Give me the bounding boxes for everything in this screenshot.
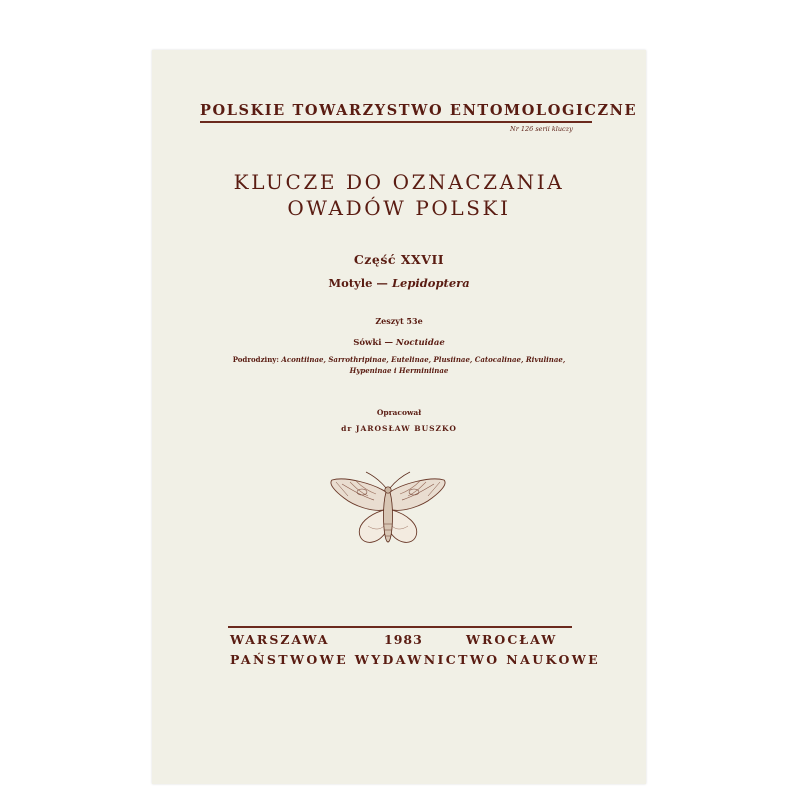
subfamilies-line-1: [152, 355, 646, 364]
book-cover: [152, 50, 646, 784]
order-name: [152, 276, 646, 290]
publisher-name: PAŃSTWOWE WYDAWNICTWO NAUKOWE: [230, 652, 601, 667]
society-name: POLSKIE TOWARZYSTWO ENTOMOLOGICZNE: [200, 102, 638, 119]
family-polish: Sówki —: [353, 338, 396, 348]
subfamilies-line-2: [152, 366, 646, 375]
imprint-city-wroclaw: WROCŁAW: [466, 632, 558, 647]
family-latin: Noctuidae: [395, 338, 445, 348]
order-polish: Motyle —: [328, 276, 392, 290]
series-number: Nr 126 serii kluczy: [510, 125, 573, 133]
prepared-by-label: Opracował: [376, 408, 422, 417]
top-rule: [200, 121, 592, 123]
moth-icon: [326, 470, 450, 560]
title-line-1: KLUCZE DO OZNACZANIA: [233, 170, 565, 194]
imprint-city-warsaw: WARSZAWA: [230, 632, 330, 647]
subfamilies-list-2: Hypeninae i Herminiinae: [349, 366, 449, 375]
title-line-2: OWADÓW POLSKI: [287, 196, 511, 220]
imprint-year: 1983: [384, 632, 423, 647]
subfamilies-prefix: Podrodziny:: [232, 355, 282, 364]
part-number: Część XXVII: [353, 252, 445, 267]
bottom-rule: [228, 626, 572, 628]
author-name: dr JAROSŁAW BUSZKO: [341, 424, 457, 433]
order-latin: Lepidoptera: [391, 276, 470, 290]
subfamilies-list-1: Acontiinae, Sarrothripinae, Eutelinae, Plusiinae, Catocalinae, Rivulinae,: [281, 355, 566, 364]
family-name: [152, 338, 646, 348]
volume-number: Zeszyt 53e: [375, 316, 423, 326]
